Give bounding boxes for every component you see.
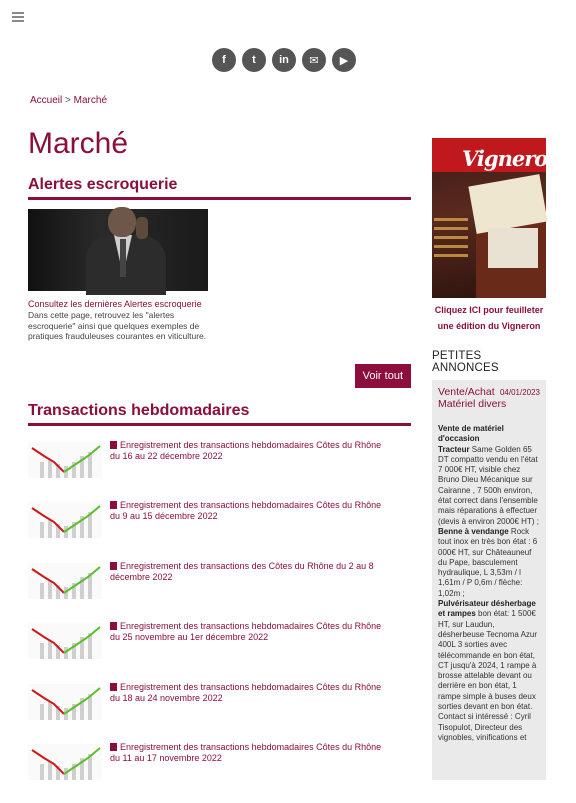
transactions-list	[28, 440, 411, 803]
social-links	[212, 48, 356, 72]
chart-thumbnail-icon[interactable]	[28, 623, 102, 659]
main-content	[28, 176, 411, 803]
ads-title: PETITES ANNONCES	[432, 350, 499, 374]
ad-contact: Contact si intéressé : Cyril Tisopulot, Directeur des vignobles, vinifications et	[438, 712, 531, 742]
transaction-item[interactable]	[28, 742, 411, 803]
breadcrumb	[30, 95, 107, 106]
pdf-icon	[110, 622, 117, 630]
transaction-item[interactable]	[28, 682, 411, 743]
ad-headline: Vente de matériel d'occasion	[438, 424, 504, 444]
transaction-label: Enregistrement des transactions hebdomadaires Côtes du Rhône du 11 au 17 novembre 2022	[110, 742, 382, 763]
breadcrumb-separator: >	[65, 95, 71, 106]
ad-card	[432, 380, 546, 780]
chart-thumbnail-icon[interactable]	[28, 744, 102, 780]
pdf-icon	[110, 683, 117, 691]
ad-item-bold: Pulvérisateur désherbage et rampes	[438, 599, 536, 619]
pdf-icon	[110, 743, 117, 751]
transactions-heading: Transactions hebdomadaires	[28, 402, 411, 426]
magazine-cover[interactable]	[432, 138, 562, 298]
transaction-item[interactable]	[28, 561, 411, 622]
transaction-link[interactable]	[110, 440, 385, 462]
transaction-link[interactable]	[110, 561, 385, 583]
pdf-icon	[110, 501, 117, 509]
transaction-item[interactable]	[28, 621, 411, 682]
ad-item-bold: Tracteur	[438, 444, 470, 454]
transaction-link[interactable]	[110, 742, 385, 764]
sidebar	[432, 138, 562, 780]
transaction-label: Enregistrement des transactions hebdomadaires Côtes du Rhône du 25 novembre au 1er décembre 2022	[110, 621, 382, 642]
ad-item-bold: Benne à vendange	[438, 526, 509, 536]
alerts-description: Dans cette page, retrouvez les "alertes escroquerie" ainsi que quelques exemples de pratiques frauduleuses courantes en viticulture.	[28, 310, 207, 341]
chart-thumbnail-icon[interactable]	[28, 442, 102, 478]
transaction-label: Enregistrement des transactions des Côtes du Rhône du 2 au 8 décembre 2022	[110, 560, 374, 582]
linkedin-icon[interactable]: in	[272, 48, 296, 72]
transaction-label: Enregistrement des transactions hebdomadaires Côtes du Rhône du 16 au 22 décembre 2022	[110, 439, 382, 461]
youtube-icon[interactable]: ▶	[332, 48, 356, 72]
magazine-brand: Vigneron	[462, 146, 562, 171]
ad-item-text: bon état: 1 500€ HT, sur Laudun, désherbeuse Tecnoma Azur 400L 3 sorties avec télécommande en bon état, CT jusqu'à 2024, 1 rampe à brosse attelable devant ou derrière en bon état, 1 rampe simple à buses deux sorties devant en bon état.	[438, 609, 538, 712]
chart-thumbnail-icon[interactable]	[28, 684, 102, 720]
transaction-item[interactable]	[28, 500, 411, 561]
alerts-image[interactable]	[28, 209, 208, 291]
hamburger-icon[interactable]	[12, 12, 24, 22]
chart-thumbnail-icon[interactable]	[28, 502, 102, 538]
page-title: Marché	[28, 127, 129, 160]
transaction-label: Enregistrement des transactions hebdomadaires Côtes du Rhône du 18 au 24 novembre 2022	[110, 681, 382, 703]
pdf-icon	[110, 562, 117, 570]
ad-category[interactable]: Vente/Achat Matériel divers	[438, 386, 507, 410]
transaction-label: Enregistrement des transactions hebdomadaires Côtes du Rhône du 9 au 15 décembre 2022	[110, 500, 382, 521]
ad-date: 04/01/2023	[499, 388, 540, 397]
facebook-icon[interactable]: f	[212, 48, 236, 72]
pdf-icon	[110, 441, 117, 449]
breadcrumb-current: Marché	[73, 95, 108, 106]
ad-body	[438, 424, 540, 743]
transaction-link[interactable]	[110, 621, 385, 643]
alerts-link[interactable]: Consultez les dernières Alertes escroquerie	[28, 299, 202, 309]
transaction-item[interactable]	[28, 440, 411, 501]
breadcrumb-home[interactable]: Accueil	[30, 95, 63, 106]
voir-tout-button[interactable]: Voir tout	[355, 364, 411, 388]
transaction-link[interactable]	[110, 500, 385, 522]
chart-thumbnail-icon[interactable]	[28, 563, 102, 599]
ad-item-text: Same Golden 65 DT compatto vendu en l'état 7 000€ HT, visible chez Bruno Dieu Mécanique sur Cairanne , 7 500h environ, état correct dans l'ensemble mais réparations à effectuer (devis à environ 2000€ HT) ;	[438, 444, 539, 526]
transaction-link[interactable]	[110, 682, 385, 704]
alerts-heading: Alertes escroquerie	[28, 176, 411, 200]
ad-item-text: Rock tout inox en très bon état : 6 000€ HT, sur Châteauneuf du Pape, basculement hydraulique, L 3,53m / l 1,61m / P 0,6m / flèche: 1,02m ;	[438, 526, 538, 598]
twitter-icon[interactable]: t	[242, 48, 266, 72]
email-icon[interactable]: ✉	[302, 48, 326, 72]
magazine-link[interactable]: Cliquez ICI pour feuilleter une édition du Vigneron	[434, 305, 544, 331]
